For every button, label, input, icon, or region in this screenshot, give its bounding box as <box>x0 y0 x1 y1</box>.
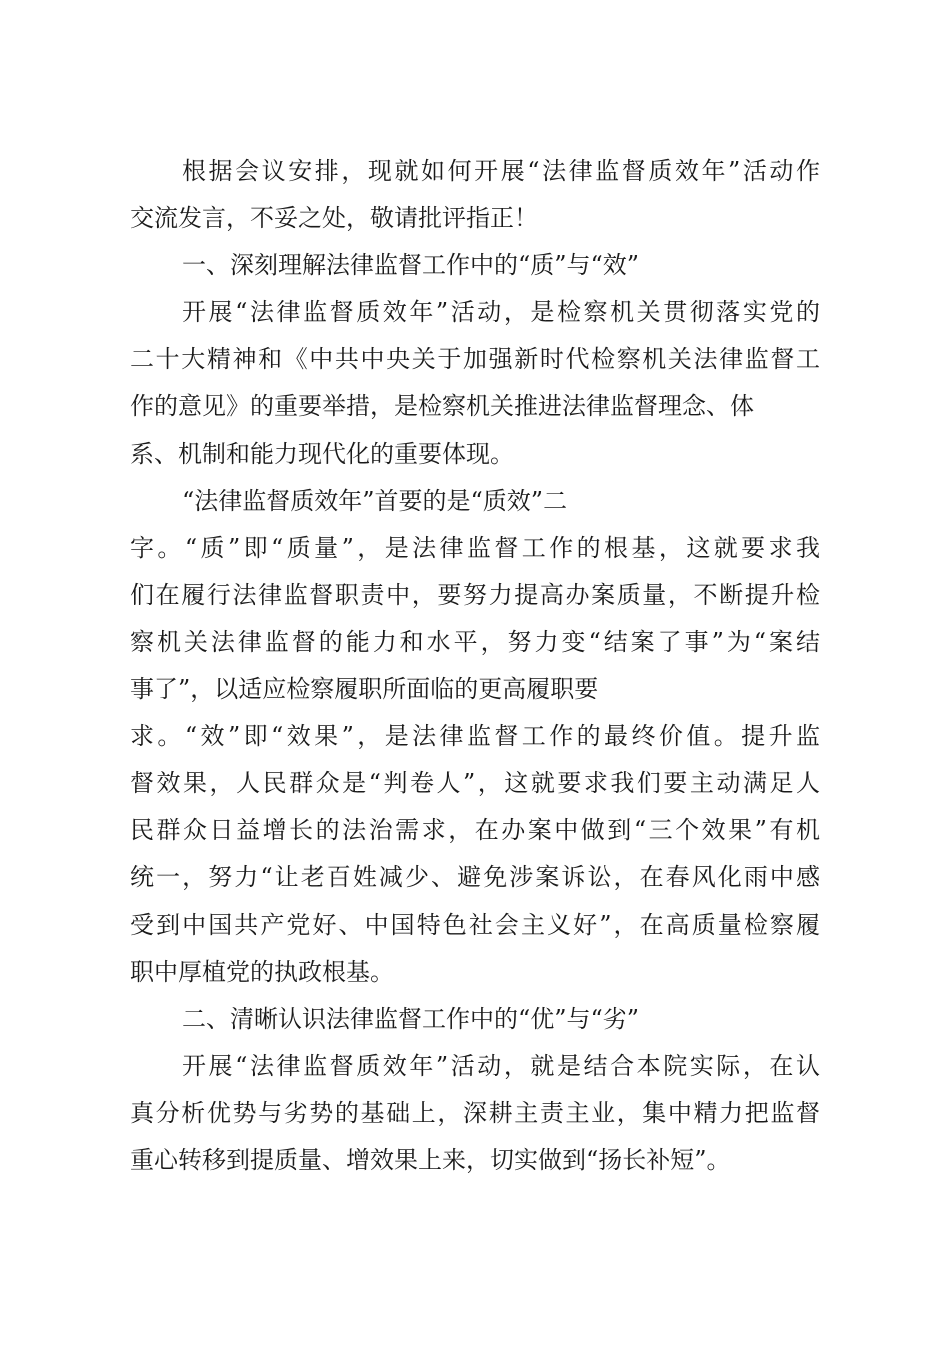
text-line: 一、深刻理解法律监督工作中的“质”与“效” <box>182 251 640 280</box>
text-line: 二、清晰认识法律监督工作中的“优”与“劣” <box>182 1004 640 1033</box>
text-line: 二十大精神和《中共中央关于加强新时代检察机关法律监督工 <box>130 345 820 374</box>
text-line: 统一，努力“让老百姓减少、避免涉案诉讼，在春风化雨中感 <box>130 863 820 892</box>
text-line: 根据会议安排，现就如何开展“法律监督质效年”活动作 <box>182 157 820 185</box>
text-line: “法律监督质效年”首要的是“质效”二 <box>182 486 568 515</box>
text-line: 开展“法律监督质效年”活动，是检察机关贯彻落实党的 <box>182 298 820 327</box>
text-line: 受到中国共产党好、中国特色社会主义好”，在高质量检察履 <box>130 910 820 939</box>
text-line: 作的意见》的重要举措，是检察机关推进法律监督理念、体 <box>130 392 754 421</box>
document-body <box>130 148 820 1184</box>
text-line: 求。“效”即“效果”，是法律监督工作的最终价值。提升监 <box>130 722 820 751</box>
text-line: 察机关法律监督的能力和水平，努力变“结案了事”为“案结 <box>130 627 820 656</box>
text-line: 重心转移到提质量、增效果上来，切实做到“扬长补短”。 <box>130 1145 731 1174</box>
text-line: 督效果，人民群众是“判卷人”，这就要求我们要主动满足人 <box>130 769 820 798</box>
text-line: 开展“法律监督质效年”活动，就是结合本院实际，在认 <box>182 1051 820 1080</box>
text-line: 系、机制和能力现代化的重要体现。 <box>130 439 514 468</box>
text-line: 民群众日益增长的法治需求，在办案中做到“三个效果”有机 <box>130 816 820 845</box>
text-line: 们在履行法律监督职责中，要努力提高办案质量，不断提升检 <box>130 580 820 609</box>
text-line: 事了”，以适应检察履职所面临的更高履职要 <box>130 675 599 704</box>
text-line: 职中厚植党的执政根基。 <box>130 957 394 986</box>
text-line: 交流发言，不妥之处，敬请批评指正！ <box>130 204 538 233</box>
text-line: 字。“质”即“质量”，是法律监督工作的根基，这就要求我 <box>130 533 820 562</box>
text-line: 真分析优势与劣势的基础上，深耕主责主业，集中精力把监督 <box>130 1098 820 1127</box>
